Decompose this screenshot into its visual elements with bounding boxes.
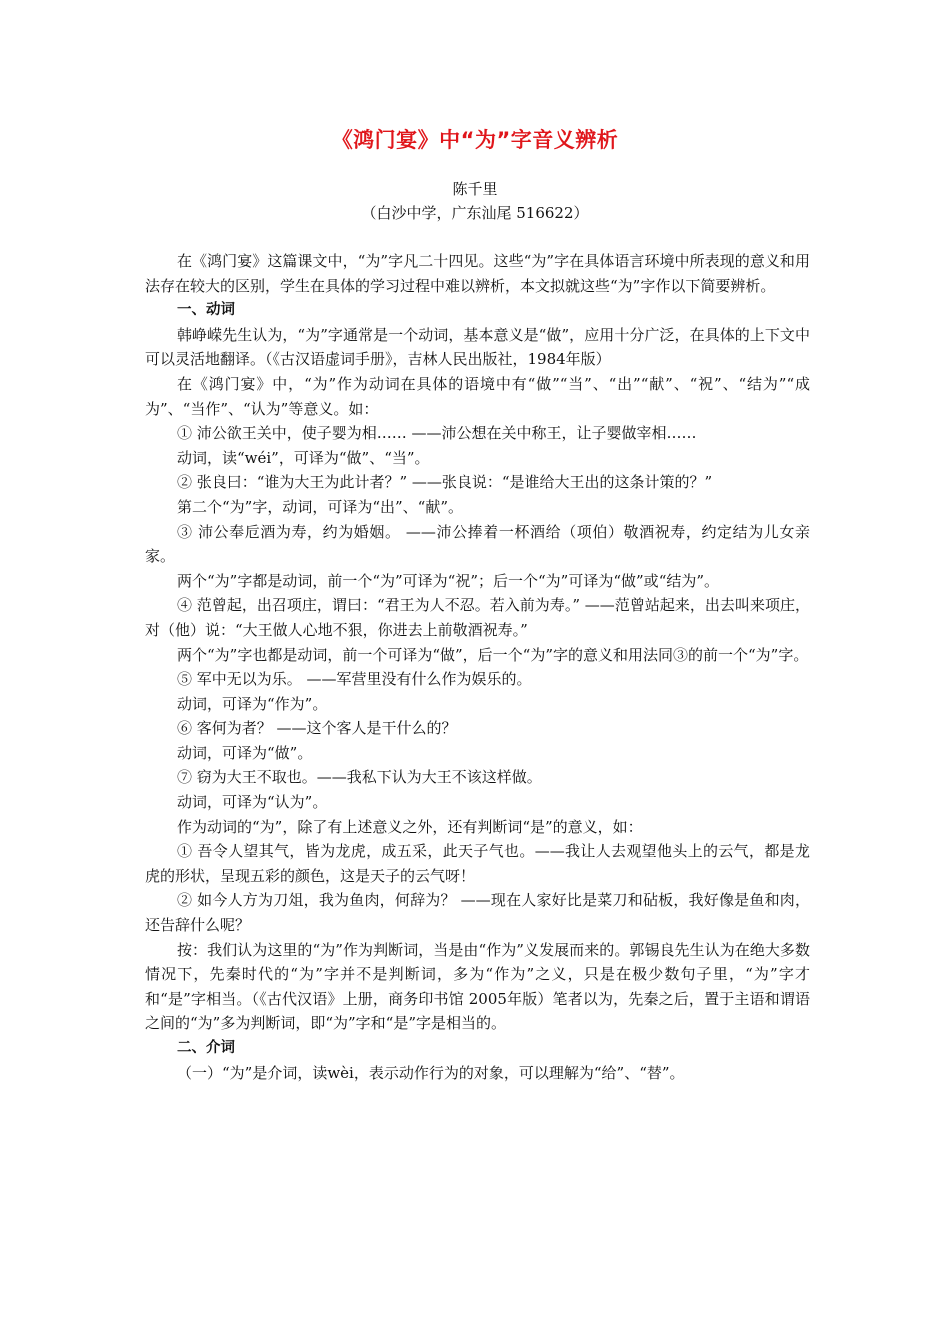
body-paragraph: ① 吾令人望其气，皆为龙虎，成五采，此天子气也。——我让人去观望他头上的云气，都是龙虎的形状，呈现五彩的颜色，这是天子的云气呀！ <box>145 842 810 885</box>
body-paragraph: ② 张良曰：“谁为大王为此计者？” ——张良说：“是谁给大王出的这条计策的？” <box>177 473 713 492</box>
author-name: 陈千里 <box>452 180 498 198</box>
body-paragraph: ② 如今人方为刀俎，我为鱼肉，何辞为？ ——现在人家好比是菜刀和砧板，我好像是鱼和肉，还告辞什么呢？ <box>145 891 810 935</box>
body-paragraph: ④ 范曾起，出召项庄，谓曰：“君王为人不忍。若入前为寿。” ——范曾站起来，出去叫来项庄，对（他）说：“大王做人心地不狠，你进去上前敬酒祝寿。” <box>145 596 810 639</box>
body-paragraph: 动词，读“wéi”，可译为“做”、“当”。 <box>177 448 430 467</box>
section-heading: 二、介词 <box>177 1040 235 1056</box>
body-paragraph: 在《鸿门宴》这篇课文中，“为”字凡二十四见。这些“为”字在具体语言环境中所表现的意义和用法存在较大的区别，学生在具体的学习过程中难以辨析，本文拟就这些“为”字作以下简要辨析。 <box>145 252 810 295</box>
body-paragraph: ③ 沛公奉卮酒为寿，约为婚姻。 ——沛公捧着一杯酒给（项伯）敬酒祝寿，约定结为儿女亲家。 <box>145 522 810 566</box>
body-paragraph: 按：我们认为这里的“为”作为判断词，当是由“作为”义发展而来的。郭锡良先生认为在绝大多数情况下，先秦时代的“为”字并不是判断词，多为“作为”之义，只是在极少数句子里，“为”字才和“是”字相当。（《古代汉语》上册，商务印书馆 2005年版）笔者以为，先秦之后，置于主语和谓语之间的“为”多为判断词，即“为”字和“是”字是相当的。 <box>145 940 810 1033</box>
body-paragraph: 在《鸿门宴》中，“为”作为动词在具体的语境中有“做”“当”、“出”“献”、“祝”、“结为”“成为”、“当作”、“认为”等意义。如： <box>145 374 810 418</box>
body-paragraph: （一）“为”是介词，读wèi，表示动作行为的对象，可以理解为“给”、“替”。 <box>177 1063 685 1082</box>
body-paragraph: 两个“为”字都是动词，前一个“为”可译为“祝”；后一个“为”可译为“做”或“结为”。 <box>177 571 720 590</box>
body-paragraph: 动词，可译为“认为”。 <box>177 793 328 812</box>
author-affiliation: （白沙中学，广东汕尾 516622） <box>361 204 589 222</box>
article-title: 《鸿门宴》中“为”字音义辨析 <box>331 128 619 152</box>
body-paragraph: 作为动词的“为”，除了有上述意义之外，还有判断词“是”的意义，如： <box>177 817 643 836</box>
body-paragraph: ⑦ 窃为大王不取也。——我私下认为大王不该这样做。 <box>177 768 542 787</box>
section-heading: 一、动词 <box>177 302 235 319</box>
body-paragraph: 动词，可译为“做”。 <box>177 743 313 762</box>
body-paragraph: ⑥ 客何为者？ ——这个客人是干什么的？ <box>177 719 457 738</box>
body-paragraph: ① 沛公欲王关中，使子婴为相…… ——沛公想在关中称王，让子婴做宰相…… <box>177 424 697 443</box>
article-body <box>145 249 810 1085</box>
body-paragraph: 动词，可译为“作为”。 <box>177 694 328 713</box>
body-paragraph: 韩峥嵘先生认为，“为”字通常是一个动词，基本意义是“做”，应用十分广泛，在具体的上下文中可以灵活地翻译。（《古汉语虚词手册》，吉林人民出版社，1984年版） <box>145 325 810 369</box>
body-paragraph: 两个“为”字也都是动词，前一个可译为“做”，后一个“为”字的意义和用法同③的前一个“为”字。 <box>177 645 809 664</box>
body-paragraph: ⑤ 军中无以为乐。 ——军营里没有什么作为娱乐的。 <box>177 670 532 689</box>
body-paragraph: 第二个“为”字，动词，可译为“出”、“献”。 <box>177 497 464 516</box>
